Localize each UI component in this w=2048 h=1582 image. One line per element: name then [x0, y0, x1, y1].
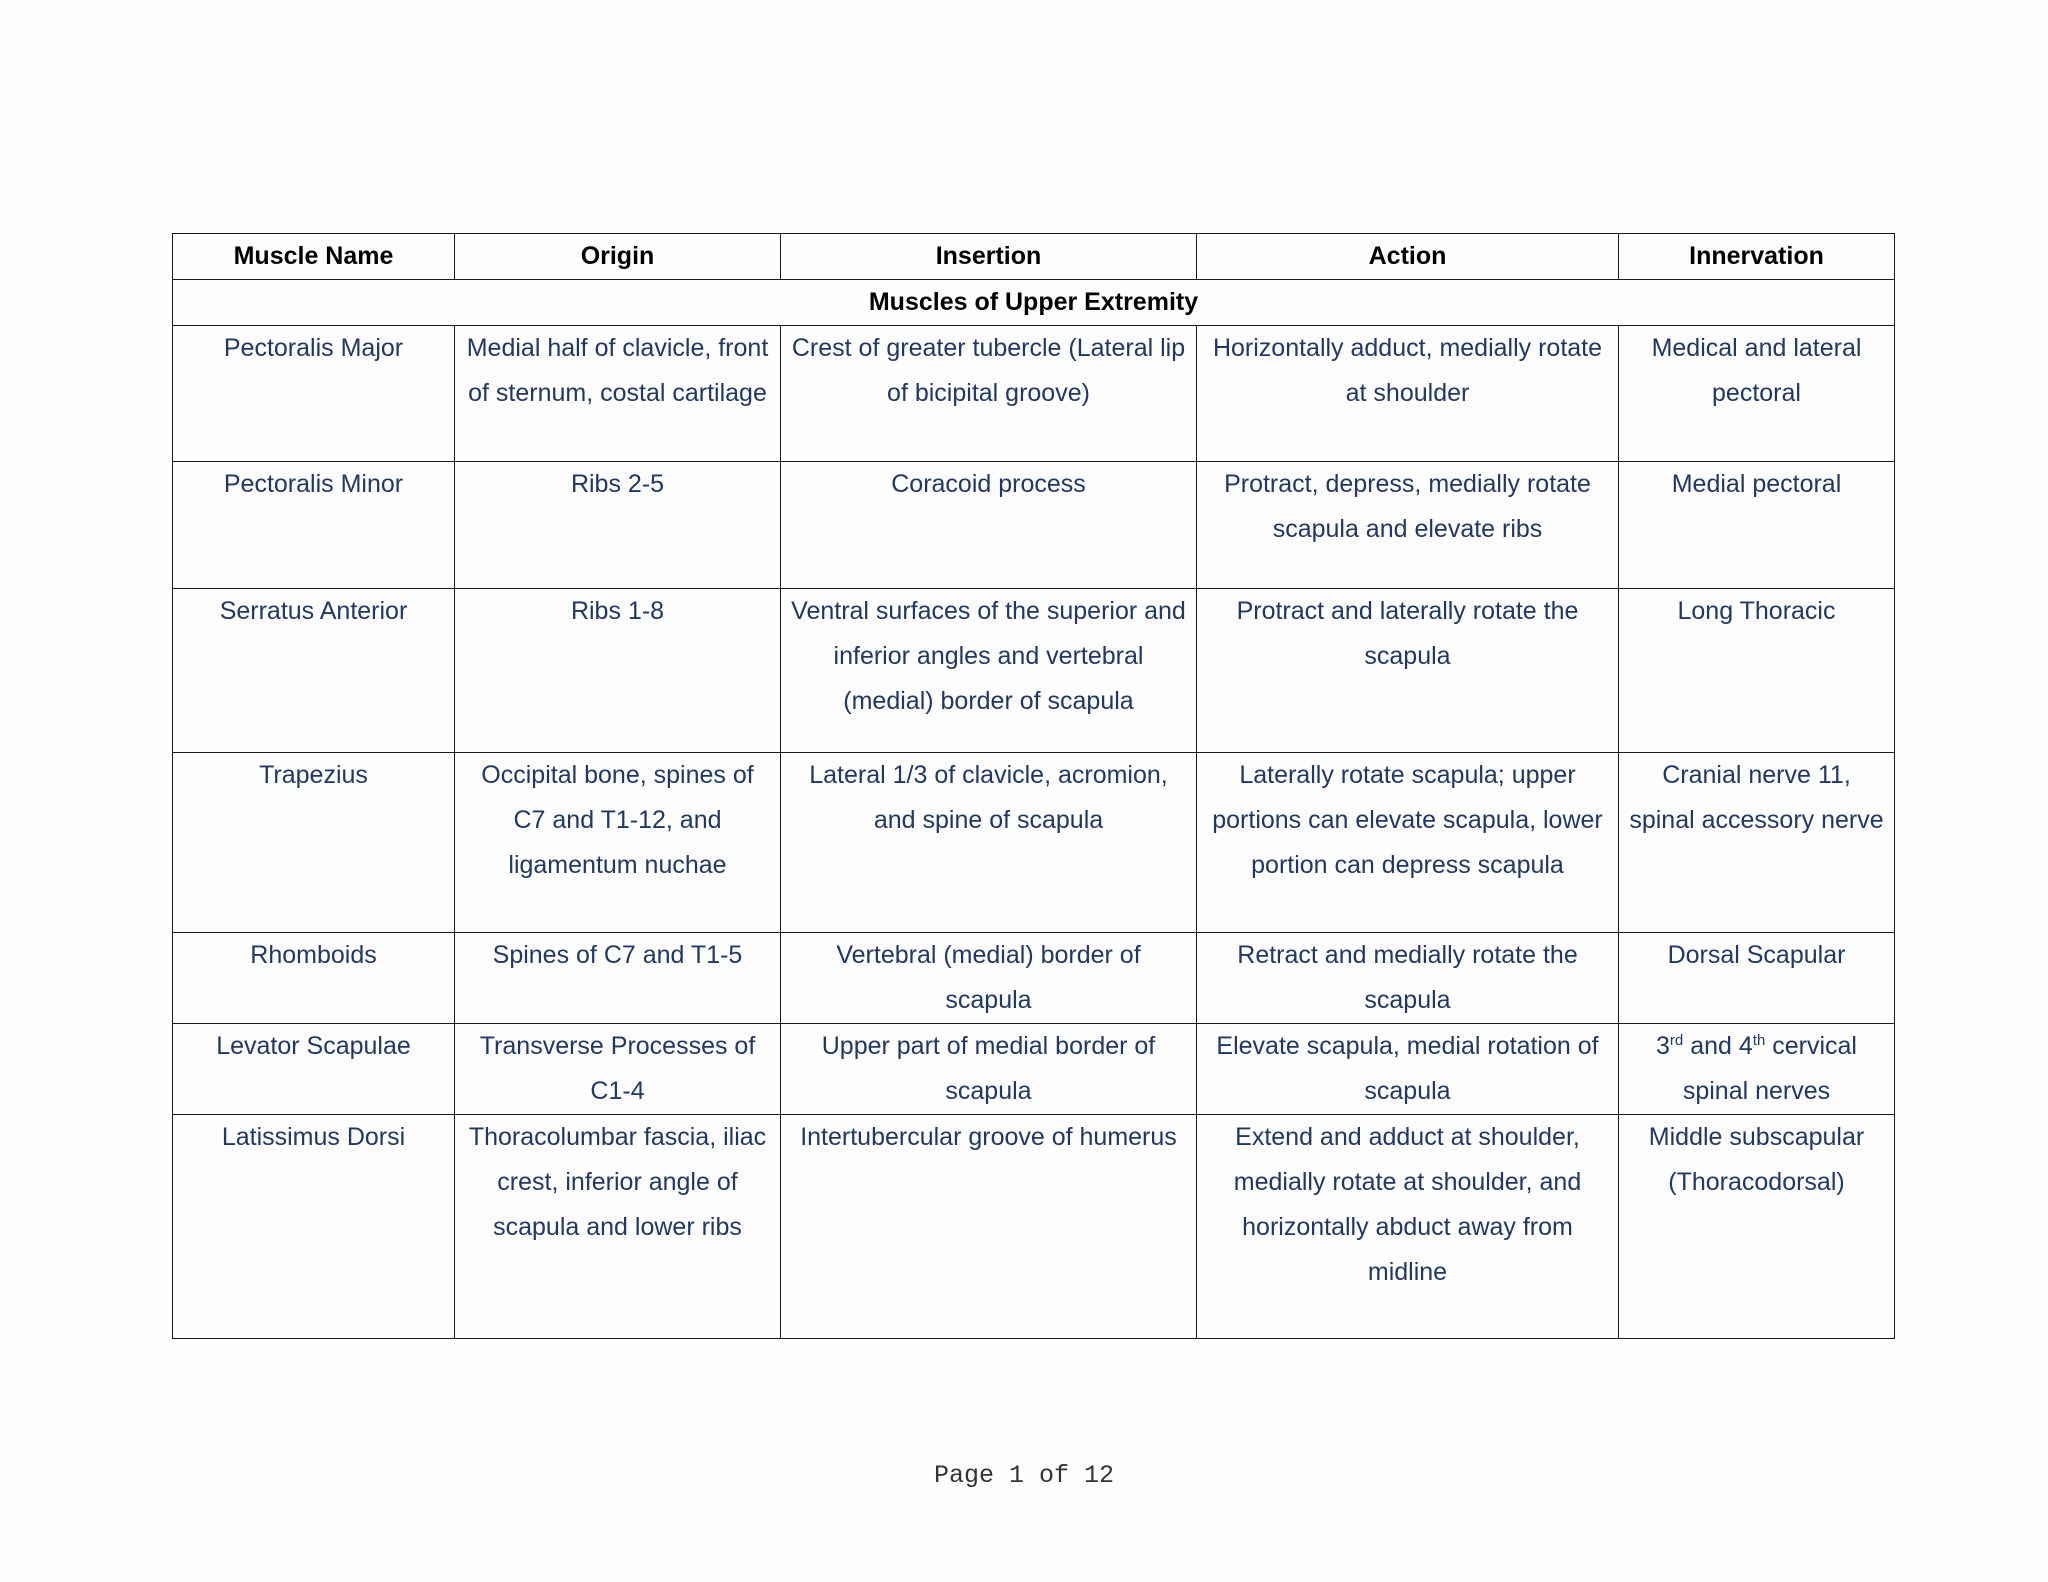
- page-number: Page 1 of 12: [933, 1461, 1115, 1490]
- table-row: [173, 462, 1895, 589]
- ordinal-suffix-th: th: [1752, 1032, 1766, 1049]
- table-row: [173, 933, 1895, 1024]
- innervation-cell: [1619, 1024, 1895, 1115]
- origin-cell: Occipital bone, spines of C7 and T1-12, and ligamentum nuchae: [455, 753, 781, 933]
- innervation-cell: Cranial nerve 11, spinal accessory nerve: [1619, 753, 1895, 933]
- muscle-cell: Pectoralis Major: [173, 326, 455, 462]
- innervation-cell: Dorsal Scapular: [1619, 933, 1895, 1024]
- action-cell: Extend and adduct at shoulder, medially rotate at shoulder, and horizontally abduct away from midline: [1197, 1115, 1619, 1339]
- muscle-cell: Rhomboids: [173, 933, 455, 1024]
- header-insertion: Insertion: [781, 234, 1197, 280]
- insertion-cell: Ventral surfaces of the superior and inferior angles and vertebral (medial) border of scapula: [781, 589, 1197, 753]
- action-cell: Protract, depress, medially rotate scapula and elevate ribs: [1197, 462, 1619, 589]
- insertion-cell: Upper part of medial border of scapula: [781, 1024, 1197, 1115]
- header-muscle-name: Muscle Name: [173, 234, 455, 280]
- insertion-cell: Intertubercular groove of humerus: [781, 1115, 1197, 1339]
- innervation-cell: Medial pectoral: [1619, 462, 1895, 589]
- muscle-cell: Serratus Anterior: [173, 589, 455, 753]
- action-cell: Elevate scapula, medial rotation of scapula: [1197, 1024, 1619, 1115]
- action-cell: Horizontally adduct, medially rotate at shoulder: [1197, 326, 1619, 462]
- insertion-cell: Vertebral (medial) border of scapula: [781, 933, 1197, 1024]
- header-row: [173, 234, 1895, 280]
- origin-cell: Transverse Processes of C1-4: [455, 1024, 781, 1115]
- origin-cell: Spines of C7 and T1-5: [455, 933, 781, 1024]
- innervation-ordinal-3: 3: [1656, 1032, 1670, 1060]
- action-cell: Laterally rotate scapula; upper portions can elevate scapula, lower portion can depress scapula: [1197, 753, 1619, 933]
- header-innervation: Innervation: [1619, 234, 1895, 280]
- ordinal-suffix-rd: rd: [1669, 1032, 1684, 1049]
- muscle-cell: Pectoralis Minor: [173, 462, 455, 589]
- origin-cell: Thoracolumbar fascia, iliac crest, inferior angle of scapula and lower ribs: [455, 1115, 781, 1339]
- muscle-table: [172, 233, 1895, 1339]
- header-action: Action: [1197, 234, 1619, 280]
- innervation-rest: cervical spinal nerves: [1682, 1032, 1857, 1105]
- innervation-cell: Long Thoracic: [1619, 589, 1895, 753]
- action-cell: Retract and medially rotate the scapula: [1197, 933, 1619, 1024]
- insertion-cell: Lateral 1/3 of clavicle, acromion, and spine of scapula: [781, 753, 1197, 933]
- innervation-cell: Middle subscapular (Thoracodorsal): [1619, 1115, 1895, 1339]
- origin-cell: Ribs 2-5: [455, 462, 781, 589]
- header-origin: Origin: [455, 234, 781, 280]
- section-title: Muscles of Upper Extremity: [173, 280, 1895, 326]
- table-row: [173, 589, 1895, 753]
- insertion-cell: Coracoid process: [781, 462, 1197, 589]
- section-row: [173, 280, 1895, 326]
- table-row: [173, 1024, 1895, 1115]
- origin-cell: Medial half of clavicle, front of sternum, costal cartilage: [455, 326, 781, 462]
- action-cell: Protract and laterally rotate the scapula: [1197, 589, 1619, 753]
- origin-cell: Ribs 1-8: [455, 589, 781, 753]
- innervation-ordinal-4: and 4: [1683, 1032, 1753, 1060]
- muscle-cell: Trapezius: [173, 753, 455, 933]
- table-row: [173, 753, 1895, 933]
- muscle-cell: Latissimus Dorsi: [173, 1115, 455, 1339]
- muscle-cell: Levator Scapulae: [173, 1024, 455, 1115]
- innervation-cell: Medical and lateral pectoral: [1619, 326, 1895, 462]
- table-row: [173, 326, 1895, 462]
- table-row: [173, 1115, 1895, 1339]
- insertion-cell: Crest of greater tubercle (Lateral lip of bicipital groove): [781, 326, 1197, 462]
